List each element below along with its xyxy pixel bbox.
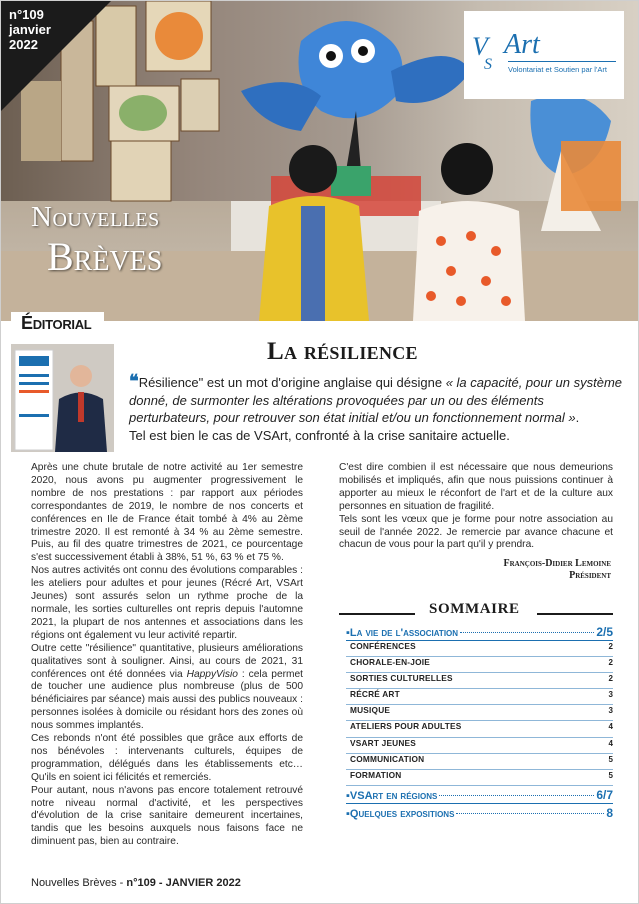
- masthead-breves: Brèves: [47, 234, 163, 279]
- toc-sub-label: COMMUNICATION: [350, 753, 425, 764]
- toc-sub-page: 2: [608, 674, 613, 684]
- editorial-label: [11, 312, 104, 338]
- sommaire-heading: [339, 601, 613, 621]
- toc-bullet: ▪: [346, 789, 350, 802]
- toc-page: 2/5: [596, 625, 613, 639]
- logo-tagline: Volontariat et Soutien par l'Art: [508, 65, 607, 74]
- signature-role: Président: [569, 570, 611, 581]
- signature: [339, 558, 611, 582]
- paragraph-text: : cela permet de toucher une audience plus nombreuse (plus de 500 bénéficiaires par séance) mais aussi des publics nouveaux : personnes isolées à domicile ou résidant hors des zones où nous sommes implantés.: [31, 668, 303, 732]
- toc-leader: [460, 632, 594, 633]
- toc-sub-page: 2: [608, 658, 613, 668]
- svg-text:S: S: [484, 56, 492, 71]
- paragraph: [31, 643, 303, 733]
- toc-entry-expositions[interactable]: [346, 806, 613, 822]
- table-of-contents: [346, 625, 613, 822]
- toc-label: Quelques expositions: [349, 807, 455, 820]
- svg-text:V: V: [472, 32, 488, 61]
- toc-entry-regions[interactable]: [346, 788, 613, 804]
- toc-subentry[interactable]: [346, 754, 613, 770]
- lead-line2: Tel est bien le cas de VSArt, confronté à la crise sanitaire actuelle.: [129, 427, 510, 443]
- toc-page: 6/7: [596, 787, 613, 802]
- issue-number-text: n°109: [9, 7, 44, 22]
- paragraph: Pour autant, nous n'avons pas encore totalement retrouvé notre niveau normal d'activité, et les perspectives d'évolution de la crise sanitaire demeurent incertaines, tandis que les besoins auxquels nous faisons face ne diminuent pas, bien au contraire.: [31, 784, 303, 848]
- toc-sub-page: 5: [608, 770, 613, 780]
- lead-end: .: [575, 410, 580, 425]
- footer-issue: n°109 - JANVIER 2022: [126, 877, 241, 889]
- paragraph: Tels sont les vœux que je forme pour notre association au seuil de l'année 2022. Je remercie par avance chacune et chacun de vous pour la part qu'il y prendra.: [339, 513, 613, 551]
- toc-subentry[interactable]: [346, 721, 613, 737]
- editorial-photo: [11, 344, 114, 452]
- heading-rule: [537, 613, 613, 615]
- paragraph: C'est dire combien il est nécessaire que nous demeurions mobilisés et impliqués, afin que nous puissions continuer à apporter au mieux le réconfort de l'art et de la culture aux personnes en situation de fragilité.: [339, 462, 613, 512]
- sommaire-title: SOMMAIRE: [429, 601, 520, 617]
- toc-sub-page: 4: [608, 738, 613, 748]
- toc-subentry[interactable]: [346, 641, 613, 657]
- toc-subentry[interactable]: [346, 689, 613, 705]
- toc-sub-label: ATELIERS POUR ADULTES: [350, 721, 462, 732]
- toc-sub-label: SORTIES CULTURELLES: [350, 673, 453, 684]
- toc-sub-page: 5: [608, 754, 613, 764]
- footer-title: Nouvelles Brèves -: [31, 877, 127, 889]
- lead-definition: « la capacité, pour un système donné, de surmonter les altérations provoquées par un ou des éléments perturbateurs, pour retrouver son état initial et/ou un fonctionnement normal »: [129, 375, 623, 425]
- toc-leader: [456, 813, 604, 814]
- toc-sub-label: CONFÉRENCES: [350, 641, 416, 651]
- issue-month: janvier: [9, 22, 51, 37]
- toc-sub-page: 2: [608, 642, 613, 651]
- article-title: La résilience: [267, 338, 418, 365]
- toc-subentry[interactable]: [346, 657, 613, 673]
- lead-text: est un mot d'origine anglaise qui désigne: [203, 375, 446, 390]
- toc-bullet: ▪: [346, 807, 350, 820]
- issue-year: 2022: [9, 37, 38, 52]
- editorial-label-text: Éditorial: [21, 313, 92, 333]
- article-lead: [129, 373, 625, 444]
- toc-sub-label: VSART JEUNES: [350, 737, 417, 748]
- paragraph: Ces rebonds n'ont été possibles que grâce aux efforts de nos bénévoles : intervenants culturels, équipes de programmation, délégués dans les établissements etc… Qu'ils en soient ici félicités et remerciés.: [31, 733, 303, 783]
- toc-sub-page: 3: [608, 690, 613, 700]
- issue-number: [9, 7, 51, 52]
- heading-rule: [339, 613, 415, 615]
- toc-subentry[interactable]: [346, 770, 613, 786]
- masthead-nouvelles: Nouvelles: [31, 201, 160, 233]
- toc-subentry[interactable]: [346, 673, 613, 689]
- article-right-column: [339, 462, 613, 552]
- toc-entry-vie-association[interactable]: [346, 625, 613, 641]
- logo-rule: [508, 61, 616, 62]
- paragraph-text: Outre cette "résilience" quantitative, plusieurs améliorations qualitatives sont à souligner. Ainsi, au cours de 2021, 31 conférences ont été données via: [31, 642, 303, 680]
- toc-bullet: ▪: [346, 627, 350, 639]
- happyvisio-name: HappyVisio: [186, 668, 238, 680]
- toc-sub-label: CHORALE-EN-JOIE: [350, 657, 430, 668]
- toc-label: VSArt en régions: [349, 789, 438, 802]
- vsart-logo: [464, 11, 624, 99]
- president-portrait: [11, 344, 114, 452]
- toc-leader: [439, 795, 594, 796]
- toc-subentry[interactable]: [346, 705, 613, 721]
- quote-icon: ❝: [129, 371, 139, 391]
- paragraph: Après une chute brutale de notre activité au 1er semestre 2020, nous avons pu augmenter progressivement le nombre de nos prestations : par rapport aux périodes correspondantes de 2019, le nombre de nos concerts et conférences en Ile de France était tombé à 4% au 2ème trimestre 2020. Il est remonté à 34 % au 2ème semestre. Puis, au fil des quatre trimestres de 2021, ce pourcentage s'est successivement établi à 38%, 51 %, 63 % et 75 %.: [31, 462, 303, 564]
- toc-sub-label: RÉCRÉ ART: [350, 689, 400, 700]
- toc-subentry[interactable]: [346, 738, 613, 754]
- toc-sublist: [346, 641, 613, 786]
- toc-sub-label: MUSIQUE: [350, 705, 391, 716]
- toc-page: 8: [606, 805, 613, 820]
- page-footer: [31, 877, 241, 889]
- toc-sub-page: 3: [608, 706, 613, 716]
- signature-name: François-Didier Lemoine: [503, 558, 611, 569]
- article-left-column: [31, 462, 303, 849]
- toc-sub-label: FORMATION: [350, 769, 402, 780]
- toc-label: La vie de l'association: [349, 627, 459, 639]
- paragraph: Nos autres activités ont connu des évolutions comparables : les ateliers pour adultes et pour jeunes (Récré Art, VSArt Jeunes) sont assurés selon un rythme proche de la normale, les sorties culturelles ont repris depuis l'automne 2021, la plupart de nos antennes et associations dans les régions ont également vu leur activité repartir.: [31, 565, 303, 641]
- toc-sub-page: 4: [608, 722, 613, 732]
- logo-wordmark: Art: [504, 29, 540, 60]
- lead-term: Résilience": [138, 375, 204, 390]
